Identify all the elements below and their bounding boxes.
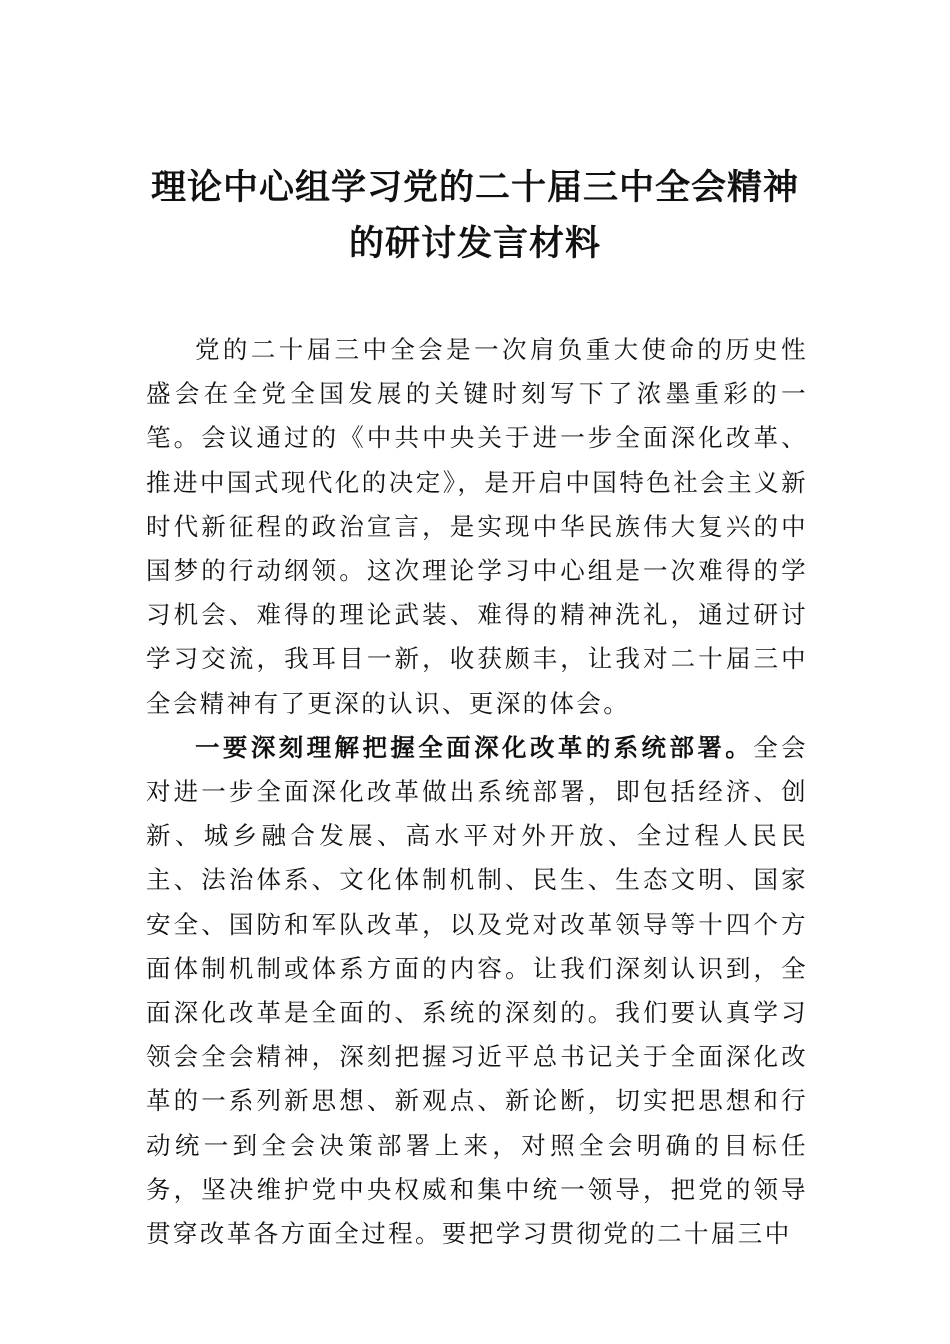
title-line-1: 理论中心组学习党的二十届三中全会精神	[150, 167, 799, 208]
paragraph-point-one	[146, 726, 808, 1256]
paragraph-intro: 党的二十届三中全会是一次肩负重大使命的历史性盛会在全党全国发展的关键时刻写下了浓墨重彩的一笔。会议通过的《中共中央关于进一步全面深化改革、推进中国式现代化的决定》，是开启中国特色社会主义新时代新征程的政治宣言，是实现中华民族伟大复兴的中国梦的行动纲领。这次理论学习中心组是一次难得的学习机会、难得的理论武装、难得的精神洗礼，通过研讨学习交流，我耳目一新，收获颇丰，让我对二十届三中全会精神有了更深的认识、更深的体会。	[146, 335, 808, 718]
paragraph-point-one-text: 全会对进一步全面深化改革做出系统部署，即包括经济、创新、城乡融合发展、高水平对外开放、全过程人民民主、法治体系、文化体制机制、民生、生态文明、国家安全、国防和军队改革，以及党对改革领导等十四个方面体制机制或体系方面的内容。让我们深刻认识到，全面深化改革是全面的、系统的深刻的。我们要认真学习领会全会精神，深刻把握习近平总书记关于全面深化改革的一系列新思想、新观点、新论断，切实把思想和行动统一到全会决策部署上来，对照全会明确的目标任务，坚决维护党中央权威和集中统一领导，把党的领导贯穿改革各方面全过程。要把学习贯彻党的二十届三中	[146, 732, 808, 1249]
paragraph-point-one-heading: 一要深刻理解把握全面深化改革的系统部署。	[195, 732, 754, 762]
document-title	[140, 160, 810, 272]
title-line-2: 的研讨发言材料	[348, 223, 601, 264]
document-body	[146, 328, 808, 1256]
